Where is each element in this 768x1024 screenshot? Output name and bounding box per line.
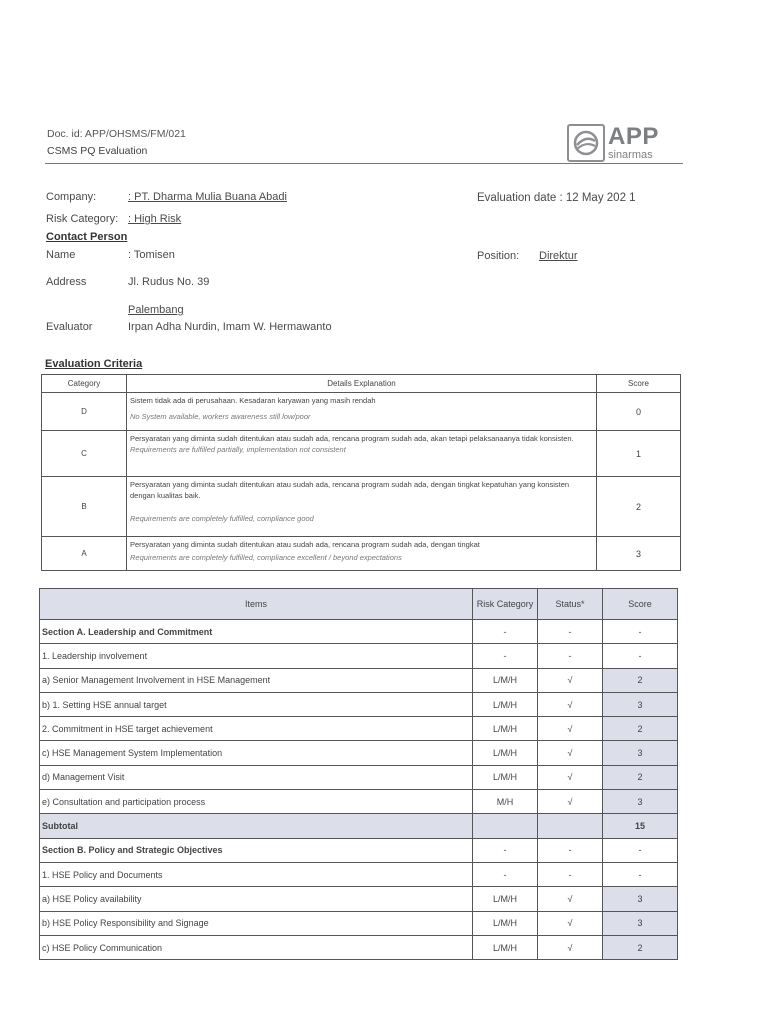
document-header [47, 126, 186, 160]
score-cell: 3 [603, 790, 678, 814]
table-row [40, 668, 678, 692]
app-logo-icon [567, 124, 605, 162]
company-logo [567, 124, 659, 162]
criteria-col-category: Category [42, 375, 127, 393]
criteria-row [42, 537, 681, 571]
table-row [40, 838, 678, 862]
table-row [40, 717, 678, 741]
logo-subtitle: sinarmas [608, 149, 653, 161]
status-cell: √ [538, 887, 603, 911]
criteria-score: 2 [597, 477, 681, 537]
table-row [40, 765, 678, 789]
status-cell: √ [538, 935, 603, 959]
criteria-row [42, 393, 681, 431]
item-label: Section B. Policy and Strategic Objectives [40, 838, 473, 862]
risk-category-label: Risk Category: [46, 213, 119, 225]
criteria-details-id: Persyaratan yang diminta sudah ditentukan atau sudah ada, rencana program sudah ada, akan tetapi pelaksanaanya tidak konsisten. [130, 434, 574, 443]
table-row [40, 620, 678, 644]
header-divider [45, 163, 683, 164]
table-row [40, 644, 678, 668]
criteria-details [127, 477, 597, 537]
score-cell: 2 [603, 717, 678, 741]
item-label: a) Senior Management Involvement in HSE Management [40, 668, 473, 692]
status-cell [538, 814, 603, 838]
table-row [40, 790, 678, 814]
score-cell: - [603, 644, 678, 668]
score-cell: 2 [603, 935, 678, 959]
score-cell: - [603, 620, 678, 644]
table-row [40, 692, 678, 716]
item-label: 1. Leadership involvement [40, 644, 473, 668]
criteria-score: 3 [597, 537, 681, 571]
item-label: Subtotal [40, 814, 473, 838]
criteria-row [42, 431, 681, 477]
score-cell: - [603, 838, 678, 862]
criteria-row [42, 477, 681, 537]
items-col-score: Score [603, 589, 678, 620]
evaluator-label: Evaluator [46, 321, 93, 333]
criteria-details-id: Sistem tidak ada di perusahaan. Kesadaran karyawan yang masih rendah [130, 396, 376, 405]
risk-category-cell: - [473, 838, 538, 862]
evaluator-value: Irpan Adha Nurdin, Imam W. Hermawanto [128, 321, 332, 333]
position-label: Position: [477, 250, 520, 262]
criteria-category: A [42, 537, 127, 571]
name-value: : Tomisen [128, 249, 175, 261]
item-label: a) HSE Policy availability [40, 887, 473, 911]
address-line-1: Jl. Rudus No. 39 [128, 276, 210, 288]
risk-category-value: : High Risk [128, 213, 182, 225]
criteria-score: 0 [597, 393, 681, 431]
item-label: 2. Commitment in HSE target achievement [40, 717, 473, 741]
table-row [40, 911, 678, 935]
criteria-category: C [42, 431, 127, 477]
criteria-details-id: Persyaratan yang diminta sudah ditentukan atau sudah ada, rencana program sudah ada, dengan tingkat kepatuhan yang konsisten dengan kualitas baik. [130, 480, 570, 500]
criteria-col-score: Score [597, 375, 681, 393]
item-label: 1. HSE Policy and Documents [40, 862, 473, 886]
evaluation-date: Evaluation date : 12 May 202 1 [477, 192, 636, 204]
table-row [40, 935, 678, 959]
table-row [40, 814, 678, 838]
logo-wordmark: APP [608, 123, 659, 150]
score-cell: 3 [603, 911, 678, 935]
criteria-details-id: Persyaratan yang diminta sudah ditentukan atau sudah ada, rencana program sudah ada, dengan tingkat [130, 540, 480, 549]
risk-category-cell: L/M/H [473, 717, 538, 741]
criteria-category: D [42, 393, 127, 431]
criteria-col-details: Details Explanation [127, 375, 597, 393]
risk-category-cell [473, 814, 538, 838]
item-label: Section A. Leadership and Commitment [40, 620, 473, 644]
position-value: Direktur [539, 250, 578, 262]
criteria-details [127, 431, 597, 477]
evaluation-items-table [39, 588, 678, 960]
risk-category-cell: L/M/H [473, 692, 538, 716]
items-table-body [40, 620, 678, 960]
status-cell: √ [538, 911, 603, 935]
status-cell: √ [538, 668, 603, 692]
address-label: Address [46, 276, 87, 288]
risk-category-cell: - [473, 620, 538, 644]
status-cell: - [538, 620, 603, 644]
status-cell: √ [538, 765, 603, 789]
criteria-score: 1 [597, 431, 681, 477]
item-label: e) Consultation and participation process [40, 790, 473, 814]
risk-category-cell: L/M/H [473, 668, 538, 692]
evaluation-criteria-heading: Evaluation Criteria [45, 358, 143, 370]
items-col-status: Status* [538, 589, 603, 620]
criteria-details-en: Requirements are completely fulfilled, compliance good [130, 514, 314, 523]
score-cell: - [603, 862, 678, 886]
risk-category-cell: L/M/H [473, 887, 538, 911]
risk-category-cell: L/M/H [473, 935, 538, 959]
items-header-row [40, 589, 678, 620]
status-cell: - [538, 644, 603, 668]
score-cell: 3 [603, 692, 678, 716]
company-value: : PT. Dharma Mulia Buana Abadi [128, 191, 287, 203]
score-cell: 2 [603, 765, 678, 789]
score-cell: 3 [603, 887, 678, 911]
doc-id: Doc. id: APP/OHSMS/FM/021 [47, 128, 186, 140]
status-cell: - [538, 838, 603, 862]
document-title: CSMS PQ Evaluation [47, 145, 148, 157]
score-cell: 15 [603, 814, 678, 838]
risk-category-cell: L/M/H [473, 741, 538, 765]
item-label: d) Management Visit [40, 765, 473, 789]
criteria-header-row [42, 375, 681, 393]
item-label: c) HSE Management System Implementation [40, 741, 473, 765]
item-label: c) HSE Policy Communication [40, 935, 473, 959]
item-label: b) 1. Setting HSE annual target [40, 692, 473, 716]
item-label: b) HSE Policy Responsibility and Signage [40, 911, 473, 935]
risk-category-cell: - [473, 862, 538, 886]
criteria-details-en: Requirements are completely fulfilled, compliance excellent / beyond expectations [130, 553, 402, 562]
company-label: Company: [46, 191, 97, 203]
table-row [40, 741, 678, 765]
risk-category-cell: L/M/H [473, 911, 538, 935]
evaluation-criteria-table [41, 374, 681, 571]
score-cell: 2 [603, 668, 678, 692]
status-cell: √ [538, 717, 603, 741]
status-cell: √ [538, 790, 603, 814]
criteria-category: B [42, 477, 127, 537]
risk-category-cell: - [473, 644, 538, 668]
items-col-risk: Risk Category [473, 589, 538, 620]
criteria-details-en: No System available, workers awareness still low/poor [130, 412, 311, 421]
contact-person-heading: Contact Person [46, 231, 128, 243]
score-cell: 3 [603, 741, 678, 765]
risk-category-cell: M/H [473, 790, 538, 814]
status-cell: - [538, 862, 603, 886]
criteria-details [127, 393, 597, 431]
status-cell: √ [538, 692, 603, 716]
address-line-2: Palembang [128, 304, 184, 316]
items-col-items: Items [40, 589, 473, 620]
name-label: Name [46, 249, 76, 261]
table-row [40, 887, 678, 911]
status-cell: √ [538, 741, 603, 765]
criteria-details [127, 537, 597, 571]
criteria-details-en: Requirements are fulfilled partially, implementation not consistent [130, 445, 346, 454]
table-row [40, 862, 678, 886]
risk-category-cell: L/M/H [473, 765, 538, 789]
